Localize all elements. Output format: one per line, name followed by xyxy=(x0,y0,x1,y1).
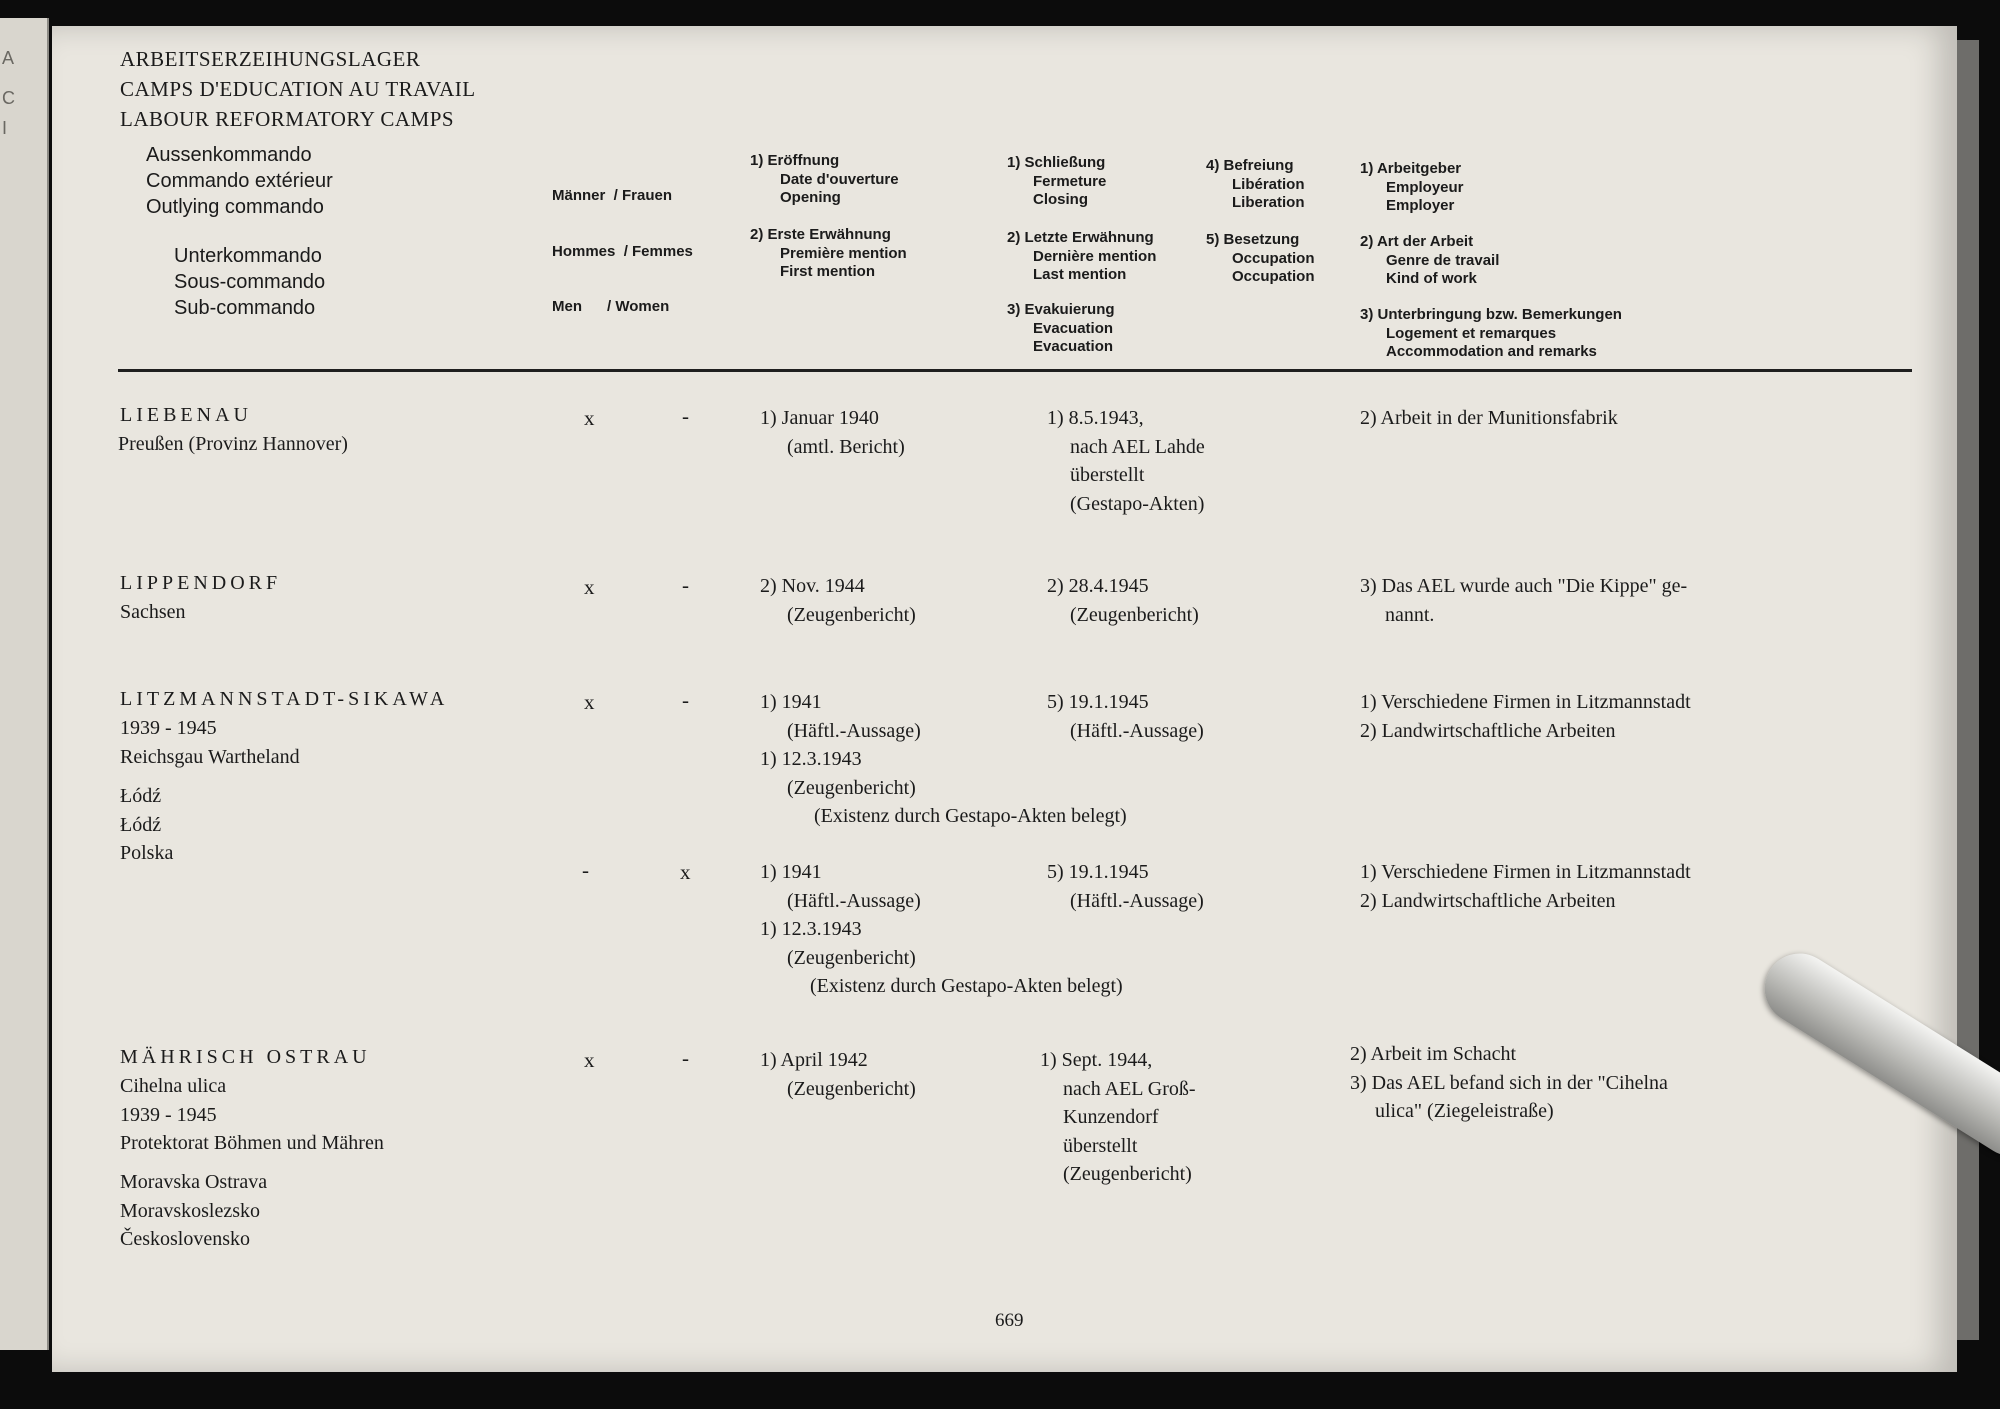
cell-line: 1) Sept. 1944, xyxy=(1040,1049,1153,1071)
evacuation-column-header xyxy=(1007,301,1115,357)
col-line: Occupation xyxy=(1232,249,1315,267)
book-binding-edge xyxy=(1957,40,1979,1340)
entry-name-liebenau: LIEBENAU xyxy=(120,404,252,426)
first-mention-column-header xyxy=(750,226,907,282)
cell-line: (Zeugenbericht) xyxy=(787,1077,916,1100)
region-line: Československo xyxy=(120,1228,250,1250)
cell-line: 1) Januar 1940 xyxy=(760,407,879,429)
cell-line: (Gestapo-Akten) xyxy=(1070,492,1205,515)
region-line: Polska xyxy=(120,842,174,864)
region-line: Łódź xyxy=(120,813,162,836)
remarks-cell xyxy=(1360,572,1687,629)
men-mark: x xyxy=(584,690,595,714)
gender-fr: Hommes / Femmes xyxy=(552,242,693,260)
existence-note: (Existenz durch Gestapo-Akten belegt) xyxy=(814,805,1127,827)
cell-line: nach AEL Lahde xyxy=(1070,435,1205,458)
opening-column-header xyxy=(750,152,899,208)
cell-line: 3) Das AEL wurde auch "Die Kippe" ge- xyxy=(1360,575,1688,597)
cell-line: 3) Das AEL befand sich in der "Cihelna xyxy=(1350,1071,1668,1094)
cell-line: 5) 19.1.1945 xyxy=(1047,691,1149,713)
region-line: Moravska Ostrava xyxy=(120,1171,268,1193)
region-line: Protektorat Böhmen und Mähren xyxy=(120,1132,384,1154)
closing-cell xyxy=(1047,404,1205,518)
margin-glyph: C xyxy=(2,88,15,108)
sub-de: Unterkommando xyxy=(174,245,322,267)
remarks-cell xyxy=(1350,1040,1668,1126)
entry-region xyxy=(120,714,300,771)
col-line: Closing xyxy=(1033,191,1088,208)
cell-line: nannt. xyxy=(1385,603,1435,626)
col-line: Logement et remarques xyxy=(1386,324,1557,342)
closing-cell xyxy=(1047,688,1204,745)
closing-cell xyxy=(1040,1046,1196,1189)
region-line: Reichsgau Wartheland xyxy=(120,745,300,768)
col-line: 2) Letzte Erwähnung xyxy=(1007,229,1154,246)
col-line: Fermeture xyxy=(1033,172,1107,190)
title-line-en: LABOUR REFORMATORY CAMPS xyxy=(120,107,455,131)
col-line: First mention xyxy=(780,263,876,280)
col-line: Accommodation and remarks xyxy=(1386,343,1597,360)
cell-line: überstellt xyxy=(1063,1134,1138,1157)
cell-line: 1) 8.5.1943, xyxy=(1047,407,1144,429)
liberation-column-header xyxy=(1206,157,1305,213)
col-line: Genre de travail xyxy=(1386,251,1500,269)
cell-line: (Zeugenbericht) xyxy=(787,776,916,799)
col-line: Première mention xyxy=(780,244,907,262)
employer-column-header xyxy=(1360,160,1464,216)
cell-line: (Zeugenbericht) xyxy=(1063,1163,1192,1185)
entry-region xyxy=(120,1072,384,1158)
existence-note: (Existenz durch Gestapo-Akten belegt) xyxy=(810,975,1123,997)
cell-line: 2) Arbeit im Schacht xyxy=(1350,1043,1517,1065)
gender-en: Men / Women xyxy=(552,298,670,315)
col-line: 1) Arbeitgeber xyxy=(1360,160,1462,177)
cell-line: Kunzendorf xyxy=(1063,1106,1159,1128)
cell-line: (Zeugenbericht) xyxy=(1070,603,1199,626)
col-line: 3) Evakuierung xyxy=(1007,301,1115,318)
region-line: 1939 - 1945 xyxy=(120,1103,217,1126)
women-mark: - xyxy=(682,1046,689,1070)
women-mark: - xyxy=(682,573,689,597)
region-line: Łódź xyxy=(120,785,162,807)
entry-name-lippendorf: LIPPENDORF xyxy=(120,572,282,594)
entry-name-litzmannstadt: LITZMANNSTADT-SIKAWA xyxy=(120,688,449,710)
cell-line: (Zeugenbericht) xyxy=(787,946,916,969)
opening-cell xyxy=(760,404,905,461)
col-line: Employeur xyxy=(1386,178,1464,196)
cell-line: (Häftl.-Aussage) xyxy=(787,719,921,742)
page-title xyxy=(120,44,476,134)
opening-cell xyxy=(760,688,921,802)
cell-line: 1) 1941 xyxy=(760,861,822,883)
outlying-de: Aussenkommando xyxy=(146,144,312,166)
remarks-cell xyxy=(1360,688,1691,745)
cell-line: 1) April 1942 xyxy=(760,1049,868,1071)
men-mark: x xyxy=(584,575,595,599)
occupation-column-header xyxy=(1206,231,1315,287)
remarks-column-header xyxy=(1360,306,1622,362)
col-line: 2) Art der Arbeit xyxy=(1360,233,1474,250)
cell-line: 1) 12.3.1943 xyxy=(760,918,862,940)
title-line-fr: CAMPS D'EDUCATION AU TRAVAIL xyxy=(120,77,476,101)
men-mark: x xyxy=(584,406,595,430)
col-line: 5) Besetzung xyxy=(1206,231,1300,248)
outlying-fr: Commando extérieur xyxy=(146,170,333,192)
outlying-commando-label xyxy=(146,142,333,220)
col-line: Opening xyxy=(780,189,841,206)
opening-cell xyxy=(760,572,916,629)
col-line: Evacuation xyxy=(1033,319,1114,337)
col-line: 1) Eröffnung xyxy=(750,152,840,169)
outlying-en: Outlying commando xyxy=(146,196,324,218)
opening-cell xyxy=(760,858,921,972)
col-line: 3) Unterbringung bzw. Bemerkungen xyxy=(1360,306,1622,323)
col-line: Last mention xyxy=(1033,266,1127,283)
col-line: Kind of work xyxy=(1386,270,1477,287)
cell-line: 1) Verschiedene Firmen in Litzmannstadt xyxy=(1360,691,1691,713)
region-line: Moravskoslezsko xyxy=(120,1199,260,1222)
cell-line: überstellt xyxy=(1070,464,1145,486)
col-line: Occupation xyxy=(1232,268,1315,285)
men-mark: x xyxy=(584,1048,595,1072)
cell-line: 2) Landwirtschaftliche Arbeiten xyxy=(1360,889,1616,912)
cell-line: (Häftl.-Aussage) xyxy=(787,889,921,912)
women-mark: - xyxy=(682,688,689,712)
opening-cell xyxy=(760,1046,916,1103)
kind-of-work-column-header xyxy=(1360,233,1499,289)
cell-line: 2) Landwirtschaftliche Arbeiten xyxy=(1360,719,1616,742)
header-divider xyxy=(118,369,1912,372)
entry-region-local xyxy=(120,782,173,868)
col-line: 2) Erste Erwähnung xyxy=(750,226,891,243)
region-line: Cihelna ulica xyxy=(120,1075,227,1097)
cell-line: nach AEL Groß- xyxy=(1063,1077,1196,1100)
col-line: Liberation xyxy=(1232,194,1305,211)
women-mark: - xyxy=(682,404,689,428)
col-line: Evacuation xyxy=(1033,338,1114,355)
cell-line: 1) 12.3.1943 xyxy=(760,748,862,770)
left-page-edge xyxy=(0,18,49,1350)
men-mark: - xyxy=(582,858,589,882)
cell-line: ulica" (Ziegeleistraße) xyxy=(1375,1100,1554,1122)
cell-line: 1) Verschiedene Firmen in Litzmannstadt xyxy=(1360,861,1691,883)
cell-line: 1) 1941 xyxy=(760,691,822,713)
remarks-cell xyxy=(1360,858,1691,915)
entry-region: Sachsen xyxy=(120,601,186,623)
cell-line: 2) 28.4.1945 xyxy=(1047,575,1149,597)
cell-line: (Zeugenbericht) xyxy=(787,603,916,626)
cell-line: (Häftl.-Aussage) xyxy=(1070,719,1204,742)
title-line-de: ARBEITSERZEIHUNGSLAGER xyxy=(120,47,421,71)
document-page xyxy=(52,26,1957,1372)
entry-region-local xyxy=(120,1168,267,1254)
col-line: Libération xyxy=(1232,175,1305,193)
last-mention-column-header xyxy=(1007,229,1156,285)
gender-de: Männer / Frauen xyxy=(552,187,673,204)
col-line: 1) Schließung xyxy=(1007,154,1106,171)
gender-column-header xyxy=(552,150,693,354)
cell-line: 2) Arbeit in der Munitionsfabrik xyxy=(1360,407,1618,429)
margin-glyph: I xyxy=(2,118,8,138)
region-line: 1939 - 1945 xyxy=(120,717,217,739)
entry-region: Preußen (Provinz Hannover) xyxy=(118,433,348,455)
closing-column-header xyxy=(1007,154,1106,210)
page-number: 669 xyxy=(995,1310,1024,1331)
women-mark: x xyxy=(680,860,691,884)
col-line: Dernière mention xyxy=(1033,247,1157,265)
col-line: Date d'ouverture xyxy=(780,170,899,188)
cell-line: (amtl. Bericht) xyxy=(787,435,905,458)
col-line: Employer xyxy=(1386,197,1455,214)
cell-line: 5) 19.1.1945 xyxy=(1047,861,1149,883)
cell-line: 2) Nov. 1944 xyxy=(760,575,865,597)
entry-name-maehrisch-ostrau: MÄHRISCH OSTRAU xyxy=(120,1046,371,1068)
col-line: 4) Befreiung xyxy=(1206,157,1294,174)
cell-line: (Häftl.-Aussage) xyxy=(1070,889,1204,912)
remarks-cell xyxy=(1360,404,1618,433)
sub-commando-label xyxy=(174,243,325,321)
sub-en: Sub-commando xyxy=(174,297,316,319)
margin-glyph: A xyxy=(2,48,15,68)
closing-cell xyxy=(1047,572,1199,629)
sub-fr: Sous-commando xyxy=(174,271,326,293)
closing-cell xyxy=(1047,858,1204,915)
